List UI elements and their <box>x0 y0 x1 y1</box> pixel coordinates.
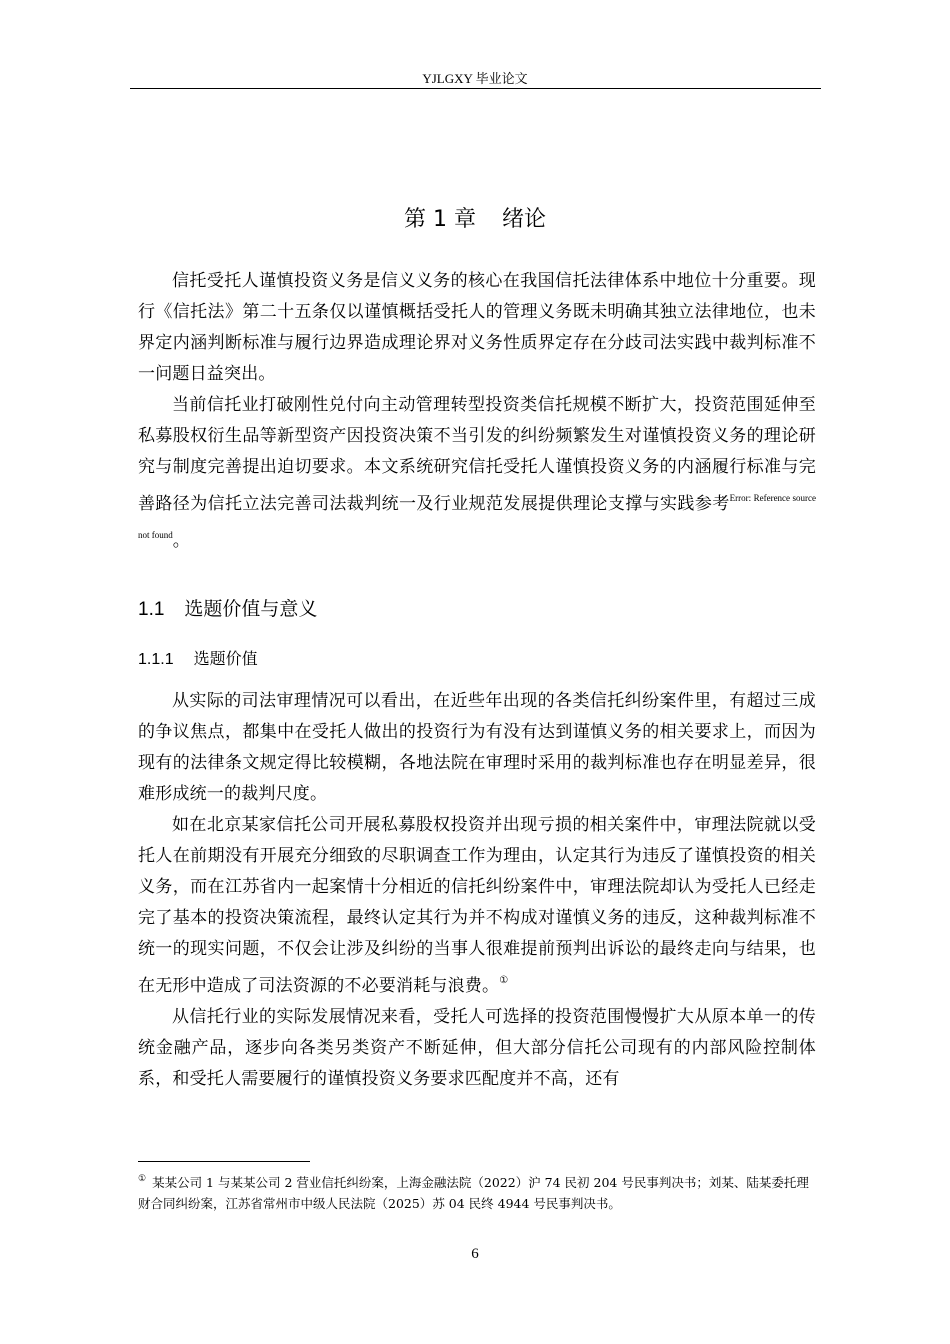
section-text <box>138 686 816 1095</box>
chapter-number: 第 1 章 <box>404 207 476 232</box>
section-heading <box>138 594 317 621</box>
footnote-rule <box>138 1161 310 1162</box>
intro-text <box>138 266 816 557</box>
intro-paragraph-2-tail: 。 <box>172 531 190 551</box>
subsection-number: 1.1.1 <box>138 651 174 668</box>
intro-paragraph-2 <box>138 390 816 557</box>
footnote <box>138 1169 818 1214</box>
section-title: 选题价值与意义 <box>184 598 318 620</box>
section-paragraph-2 <box>138 810 816 1002</box>
section-number: 1.1 <box>138 599 165 620</box>
page-number: 6 <box>471 1246 479 1262</box>
subsection-heading <box>138 646 258 669</box>
section-paragraph-2-text: 如在北京某家信托公司开展私募股权投资并出现亏损的相关案件中，审理法院就以受托人在前期没有开展充分细致的尽职调查工作为理由，认定其行为违反了谨慎投资的相关义务，而在江苏省内一起案情十分相近的信托纠纷案件中，审理法院却认为受托人已经走完了基本的投资决策流程，最终认定其行为并不构成对谨慎义务的违反，这种裁判标准不统一的现实问题，不仅会让涉及纠纷的当事人很难提前预判出诉讼的最终走向与结果，也在无形中造成了司法资源的不必要消耗与浪费。 <box>138 815 816 996</box>
intro-paragraph-2-text: 当前信托业打破刚性兑付向主动管理转型投资类信托规模不断扩大，投资范围延伸至私募股权衍生品等新型资产因投资决策不当引发的纠纷频繁发生对谨慎投资义务的理论研究与制度完善提出迫切要求。本文系统研究信托受托人谨慎投资义务的内涵履行标准与完善路径为信托立法完善司法裁判统一及行业规范发展提供理论支撑与实践参考 <box>138 395 816 514</box>
header-rule <box>130 88 821 89</box>
reference-error: Error: Reference source not found <box>138 493 816 540</box>
chapter-name: 绪论 <box>501 207 546 232</box>
chapter-title <box>130 202 820 233</box>
footnote-marker: ① <box>138 1174 147 1184</box>
page-header: YJLGXY 毕业论文 <box>422 71 528 86</box>
subsection-title: 选题价值 <box>193 649 258 668</box>
intro-paragraph-1: 信托受托人谨慎投资义务是信义义务的核心在我国信托法律体系中地位十分重要。现行《信托法》第二十五条仅以谨慎概括受托人的管理义务既未明确其独立法律地位，也未界定内涵判断标准与履行边界造成理论界对义务性质界定存在分歧司法实践中裁判标准不一问题日益突出。 <box>138 271 816 384</box>
footnote-reference[interactable]: ① <box>499 975 509 986</box>
section-paragraph-3: 从信托行业的实际发展情况来看，受托人可选择的投资范围慢慢扩大从原本单一的传统金融产品，逐步向各类另类资产不断延伸，但大部分信托公司现有的内部风险控制体系，和受托人需要履行的谨慎投资义务要求匹配度并不高，还有 <box>138 1007 816 1089</box>
section-paragraph-1: 从实际的司法审理情况可以看出，在近些年出现的各类信托纠纷案件里，有超过三成的争议焦点，都集中在受托人做出的投资行为有没有达到谨慎义务的相关要求上，而因为现有的法律条文规定得比较模糊，各地法院在审理时采用的裁判标准也存在明显差异，很难形成统一的裁判尺度。 <box>138 691 816 804</box>
footnote-text: 某某公司 1 与某某公司 2 营业信托纠纷案，上海金融法院（2022）沪 74 民初 204 号民事判决书；刘某、陆某委托理财合同纠纷案，江苏省常州市中级人民法院（2025）苏 04 民终 4944 号民事判决书。 <box>138 1175 809 1211</box>
